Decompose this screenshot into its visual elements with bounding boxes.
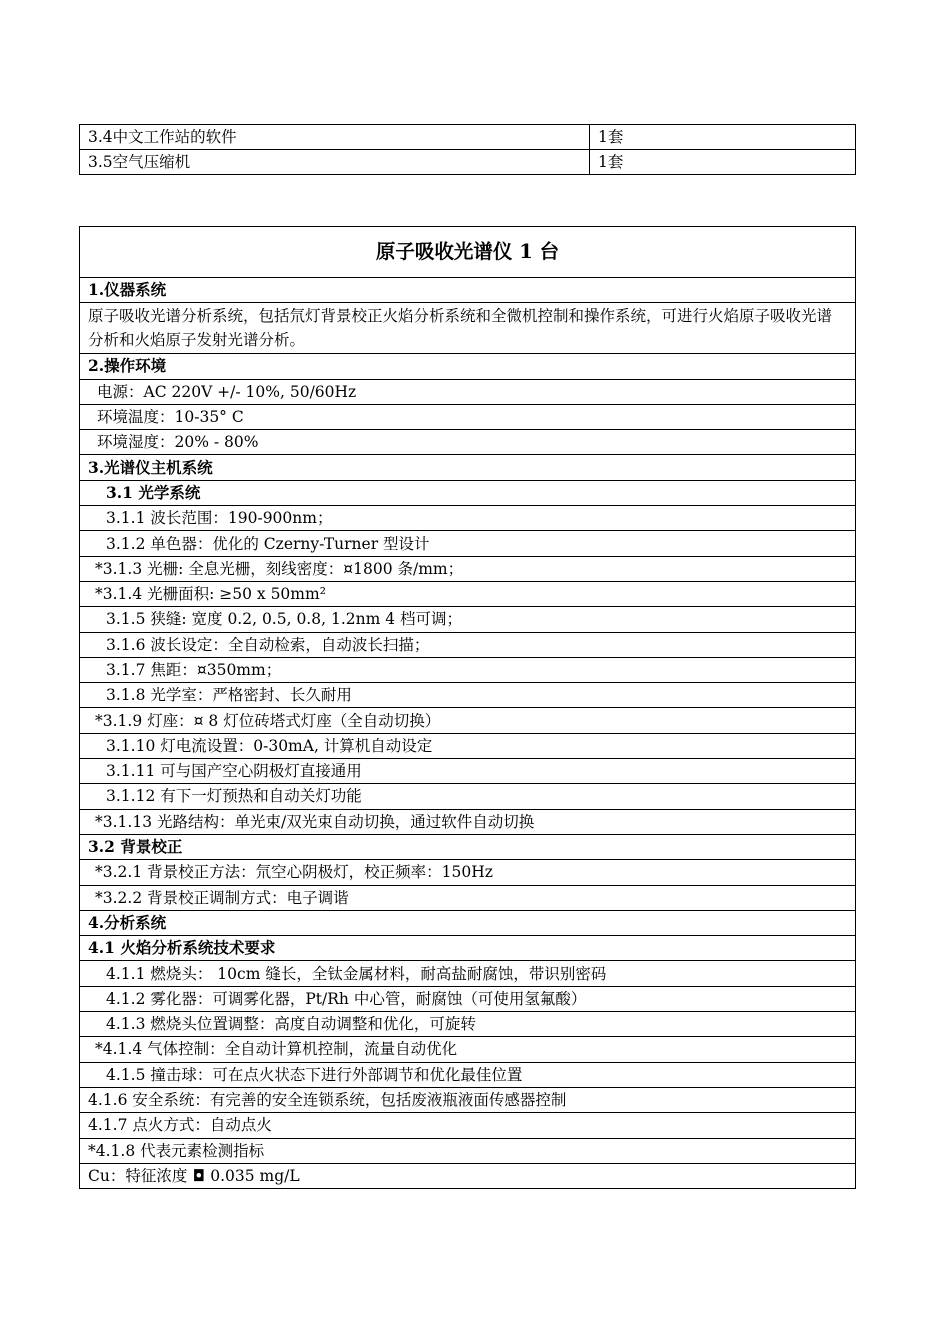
section-heading: 1.仪器系统 [80,278,856,303]
spec-row: 3.1.2 单色器：优化的 Czerny-Turner 型设计 [80,531,856,556]
spec-row: *4.1.8 代表元素检测指标 [80,1138,856,1163]
subsection-heading: 4.1 火焰分析系统技术要求 [80,936,856,961]
spec-row: 3.1.10 灯电流设置：0-30mA, 计算机自动设定 [80,733,856,758]
spec-row: 3.1.6 波长设定：全自动检索，自动波长扫描； [80,632,856,657]
spec-row: 3.1.11 可与国产空心阴极灯直接通用 [80,759,856,784]
spec-row: 电源：AC 220V +/- 10%, 50/60Hz [80,379,856,404]
spec-row: *3.2.1 背景校正方法：氘空心阴极灯，校正频率：150Hz [80,860,856,885]
spec-row: 4.1.6 安全系统：有完善的安全连锁系统，包括废液瓶液面传感器控制 [80,1087,856,1112]
spec-row: *3.1.13 光路结构：单光束/双光束自动切换，通过软件自动切换 [80,809,856,834]
section-heading: 2.操作环境 [80,354,856,379]
table-row [80,150,856,175]
cu-spec-row [80,1163,856,1188]
spec-row: *3.2.2 背景校正调制方式：电子调谐 [80,885,856,910]
spec-row: 4.1.2 雾化器：可调雾化器，Pt/Rh 中心管，耐腐蚀（可使用氢氟酸） [80,986,856,1011]
spec-row: 环境湿度：20% - 80% [80,430,856,455]
table-row [80,125,856,150]
spec-row: 环境温度：10-35° C [80,404,856,429]
instrument-description: 原子吸收光谱分析系统，包括氘灯背景校正火焰分析系统和全微机控制和操作系统，可进行火焰原子吸收光谱分析和火焰原子发射光谱分析。 [80,303,856,354]
qty-cell: 1套 [590,150,856,175]
spec-row: 3.1.7 焦距：¤350mm； [80,657,856,682]
spec-row: *3.1.4 光栅面积: ≥50 x 50mm² [80,581,856,606]
bullet-icon: ◘ [192,1166,205,1185]
spec-row: *4.1.4 气体控制：全自动计算机控制，流量自动优化 [80,1037,856,1062]
spec-title: 原子吸收光谱仪 1 台 [80,227,856,278]
summary-table [79,124,856,175]
spec-row: 3.1.12 有下一灯预热和自动关灯功能 [80,784,856,809]
spec-row: 3.1.5 狭缝: 宽度 0.2, 0.5, 0.8, 1.2nm 4 档可调； [80,607,856,632]
section-heading: 3.光谱仪主机系统 [80,455,856,480]
spec-row: 4.1.1 燃烧头： 10cm 缝长，全钛金属材料，耐高盐耐腐蚀，带识别密码 [80,961,856,986]
spec-row: 4.1.7 点火方式：自动点火 [80,1113,856,1138]
cu-label: Cu：特征浓度 [88,1166,188,1185]
spec-row: *3.1.3 光栅: 全息光栅，刻线密度：¤1800 条/mm； [80,556,856,581]
item-cell: 3.4中文工作站的软件 [80,125,590,150]
spec-row: *3.1.9 灯座：¤ 8 灯位砖塔式灯座（全自动切换） [80,708,856,733]
subsection-heading: 3.1 光学系统 [80,480,856,505]
cu-value: 0.035 mg/L [210,1166,300,1185]
spec-row: 3.1.8 光学室：严格密封、长久耐用 [80,683,856,708]
section-heading: 4.分析系统 [80,910,856,935]
subsection-heading: 3.2 背景校正 [80,834,856,859]
spec-row: 4.1.5 撞击球：可在点火状态下进行外部调节和优化最佳位置 [80,1062,856,1087]
spec-table [79,226,856,1189]
qty-cell: 1套 [590,125,856,150]
item-cell: 3.5空气压缩机 [80,150,590,175]
spec-row: 4.1.3 燃烧头位置调整：高度自动调整和优化，可旋转 [80,1012,856,1037]
spec-row: 3.1.1 波长范围：190-900nm； [80,506,856,531]
